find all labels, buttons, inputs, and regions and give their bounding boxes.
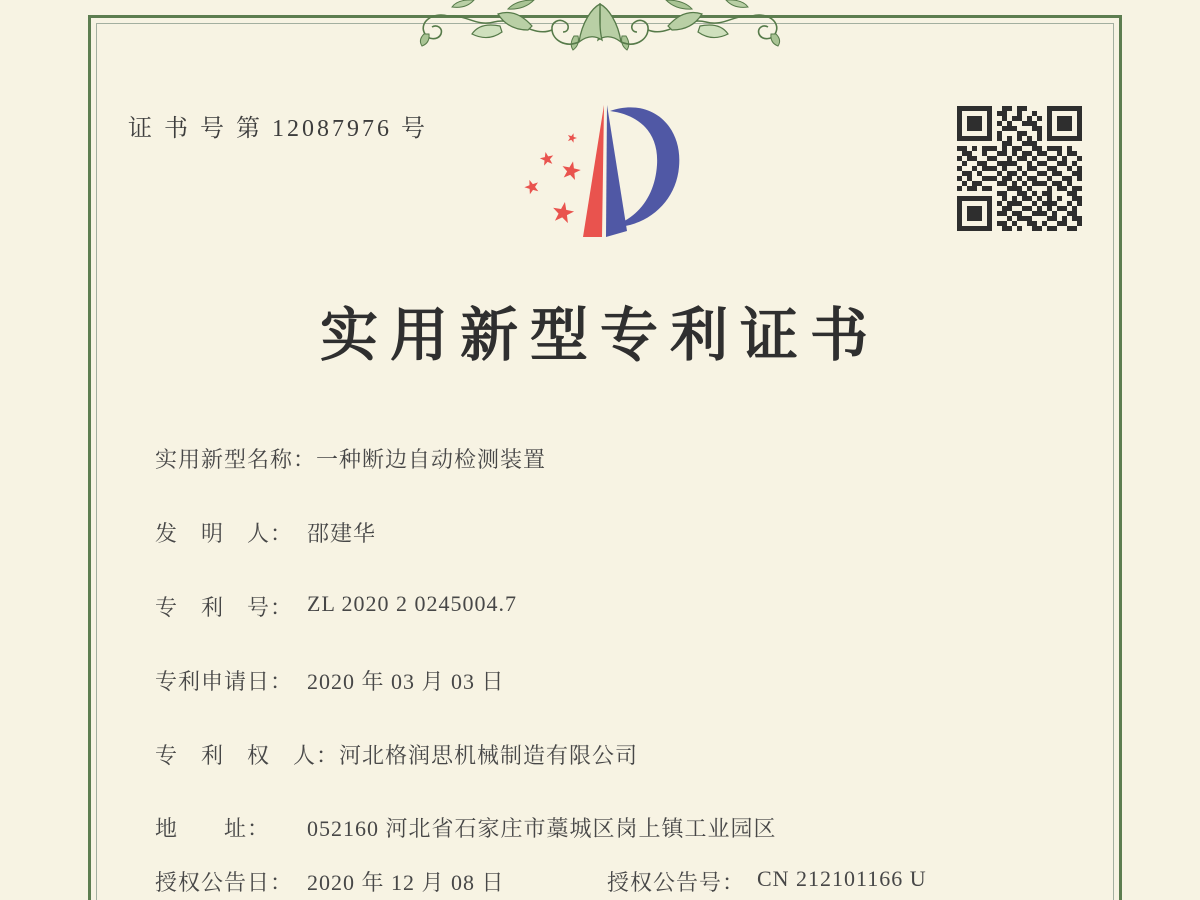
field-row-address [155,812,777,843]
field-label: 专 利 号： [155,595,294,620]
qr-code [957,106,1082,231]
field-value: ZL 2020 2 0245004.7 [307,591,518,616]
field-value: 河北格润思机械制造有限公司 [339,743,639,768]
cnipa-logo-icon [505,95,715,245]
field-value: 邵建华 [307,521,377,546]
field-value: 2020 年 12 月 08 日 [307,870,505,895]
field-row-grant-publication-number [607,866,927,897]
top-flourish-ornament [368,0,832,54]
star-icon [539,151,555,167]
field-label: 地 址： [155,816,271,841]
field-label: 专 利 权 人： [155,743,340,768]
field-label: 专利申请日： [155,669,294,694]
logo-spike-blue [606,105,627,237]
star-icon [566,132,578,144]
field-label: 授权公告号： [607,870,746,895]
logo-spike-red [583,105,604,237]
star-icon [560,159,582,180]
field-row-grant-date [155,866,505,897]
field-value: 2020 年 03 月 03 日 [307,669,505,694]
field-row-patent-number [155,591,517,622]
field-value: 一种断边自动检测装置 [316,447,547,472]
star-icon [551,200,575,224]
field-row-filing-date [155,665,505,696]
page-title: 实用新型专利证书 [319,303,880,368]
field-row-inventor [155,517,376,548]
field-value: 052160 河北省石家庄市藁城区岗上镇工业园区 [307,816,777,841]
field-label: 授权公告日： [155,870,294,895]
field-row-patentee [155,739,638,770]
field-label: 实用新型名称： [155,447,317,472]
field-value: CN 212101166 U [757,866,927,891]
star-icon [523,177,541,195]
certificate-number: 证 书 号 第 12087976 号 [128,116,428,142]
field-label: 发 明 人： [155,521,294,546]
field-row-utility-model-name [155,443,546,474]
